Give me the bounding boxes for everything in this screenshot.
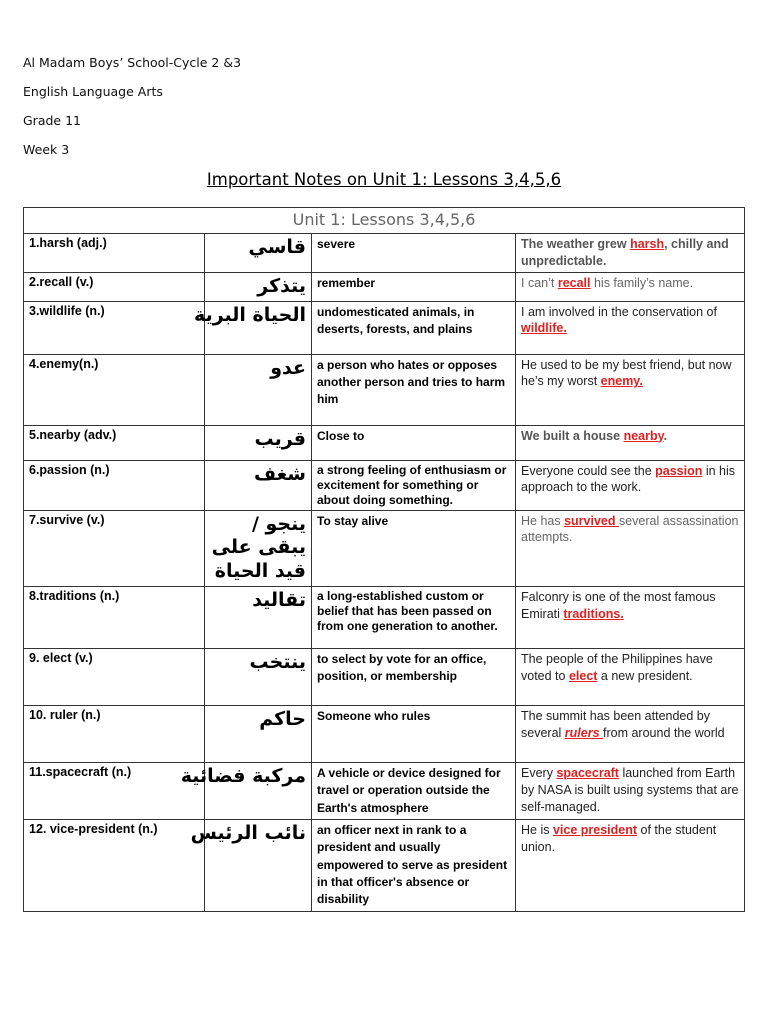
example-cell xyxy=(516,648,745,705)
example-text: from around the world xyxy=(603,725,725,740)
subject-name: English Language Arts xyxy=(23,84,163,99)
example-text: The summit has been attended by several xyxy=(521,708,711,740)
arabic-cell: ينجو / يبقى على قيد الحياة xyxy=(205,510,312,586)
arabic-cell: شغف xyxy=(205,460,312,510)
caption-row xyxy=(24,208,745,234)
example-text: a new president. xyxy=(597,668,693,683)
example-text: He used to be my best friend, but now he’s my worst xyxy=(521,357,732,389)
table-row xyxy=(24,762,745,819)
school-name: Al Madam Boys’ School-Cycle 2 &3 xyxy=(23,55,242,70)
example-text: his family’s name. xyxy=(590,275,694,290)
document-title: Important Notes on Unit 1: Lessons 3,4,5,6 xyxy=(206,170,562,189)
table-row xyxy=(24,586,745,648)
word-cell: 3.wildlife (n.) xyxy=(24,301,205,354)
definition-cell: Close to xyxy=(312,425,516,460)
example-text: in his approach to the work. xyxy=(521,463,736,495)
arabic-cell: عدو xyxy=(205,354,312,425)
example-keyword: spacecraft xyxy=(556,765,619,780)
definition-cell: To stay alive xyxy=(312,510,516,586)
table-row xyxy=(24,819,745,911)
example-cell xyxy=(516,425,745,460)
definition-cell: remember xyxy=(312,272,516,301)
definition-cell: to select by vote for an office, position, or membership xyxy=(312,648,516,705)
example-text: Everyone could see the xyxy=(521,463,656,478)
example-text: We built a house xyxy=(521,428,624,443)
example-keyword: recall xyxy=(557,275,591,290)
example-text: Falconry is one of the most famous Emirati xyxy=(521,589,716,621)
example-cell xyxy=(516,819,745,911)
example-keyword: passion xyxy=(655,463,703,478)
grade-label: Grade 11 xyxy=(23,113,81,128)
example-keyword: traditions. xyxy=(563,606,624,621)
definition-cell: a person who hates or opposes another person and tries to harm him xyxy=(312,354,516,425)
table-row xyxy=(24,510,745,586)
word-cell: 6.passion (n.) xyxy=(24,460,205,510)
example-text: The people of the Philippines have voted to xyxy=(521,651,713,683)
word-cell: 8.traditions (n.) xyxy=(24,586,205,648)
example-text: I am involved in the conservation of xyxy=(521,304,717,319)
table-row xyxy=(24,354,745,425)
vocabulary-table xyxy=(23,207,745,912)
example-text: several assassination attempts. xyxy=(521,513,739,545)
table-row xyxy=(24,460,745,510)
table-row xyxy=(24,705,745,762)
table-row xyxy=(24,234,745,273)
table-row xyxy=(24,272,745,301)
example-keyword: survived xyxy=(564,513,619,528)
arabic-cell: ينتخب xyxy=(205,648,312,705)
definition-cell: severe xyxy=(312,234,516,273)
arabic-cell: يتذكر xyxy=(205,272,312,301)
definition-cell: Someone who rules xyxy=(312,705,516,762)
arabic-cell: تقاليد xyxy=(205,586,312,648)
example-cell xyxy=(516,272,745,301)
definition-cell: an officer next in rank to a president and usually empowered to serve as president in that officer's absence or disability xyxy=(312,819,516,911)
example-cell xyxy=(516,354,745,425)
arabic-cell: مركبة فضائية xyxy=(205,762,312,819)
example-text: . xyxy=(663,428,668,443)
table-caption: Unit 1: Lessons 3,4,5,6 xyxy=(24,208,745,234)
example-text: , chilly and unpredictable. xyxy=(521,237,729,268)
example-keyword: nearby xyxy=(623,428,664,443)
example-cell xyxy=(516,460,745,510)
example-cell xyxy=(516,510,745,586)
arabic-cell: قاسي xyxy=(205,234,312,273)
table-row xyxy=(24,648,745,705)
example-cell xyxy=(516,301,745,354)
arabic-cell: الحياة البرية xyxy=(205,301,312,354)
table-row xyxy=(24,425,745,460)
example-text: Every xyxy=(521,765,557,780)
definition-cell: a long-established custom or belief that has been passed on from one generation to another. xyxy=(312,586,516,648)
example-text: of the student union. xyxy=(521,822,717,854)
example-keyword: enemy. xyxy=(600,374,643,389)
example-cell xyxy=(516,586,745,648)
example-text: launched from Earth by NASA is built using systems that are self-managed. xyxy=(521,765,739,814)
definition-cell: a strong feeling of enthusiasm or excitement for something or about doing something. xyxy=(312,460,516,510)
example-cell xyxy=(516,705,745,762)
example-cell xyxy=(516,234,745,273)
arabic-cell: نائب الرئيس xyxy=(205,819,312,911)
week-label: Week 3 xyxy=(23,142,70,157)
example-keyword: elect xyxy=(568,668,598,683)
word-cell: 9. elect (v.) xyxy=(24,648,205,705)
table-row xyxy=(24,301,745,354)
definition-cell: undomesticated animals, in deserts, forests, and plains xyxy=(312,301,516,354)
definition-cell: A vehicle or device designed for travel or operation outside the Earth's atmosphere xyxy=(312,762,516,819)
example-text: He has xyxy=(521,513,565,528)
example-keyword: vice president xyxy=(552,822,638,837)
example-text: I can’t xyxy=(521,275,558,290)
word-cell: 12. vice-president (n.) xyxy=(24,819,205,911)
word-cell: 11.spacecraft (n.) xyxy=(24,762,205,819)
example-keyword: harsh xyxy=(630,237,665,251)
word-cell: 5.nearby (adv.) xyxy=(24,425,205,460)
word-cell: 1.harsh (adj.) xyxy=(24,234,205,273)
word-cell: 4.enemy(n.) xyxy=(24,354,205,425)
arabic-cell: قريب xyxy=(205,425,312,460)
example-text: The weather grew xyxy=(521,237,631,251)
word-cell: 2.recall (v.) xyxy=(24,272,205,301)
example-keyword: wildlife. xyxy=(521,321,567,336)
example-keyword: rulers xyxy=(564,725,603,740)
example-text: He is xyxy=(521,822,553,837)
arabic-cell: حاكم xyxy=(205,705,312,762)
word-cell: 7.survive (v.) xyxy=(24,510,205,586)
example-cell xyxy=(516,762,745,819)
word-cell: 10. ruler (n.) xyxy=(24,705,205,762)
